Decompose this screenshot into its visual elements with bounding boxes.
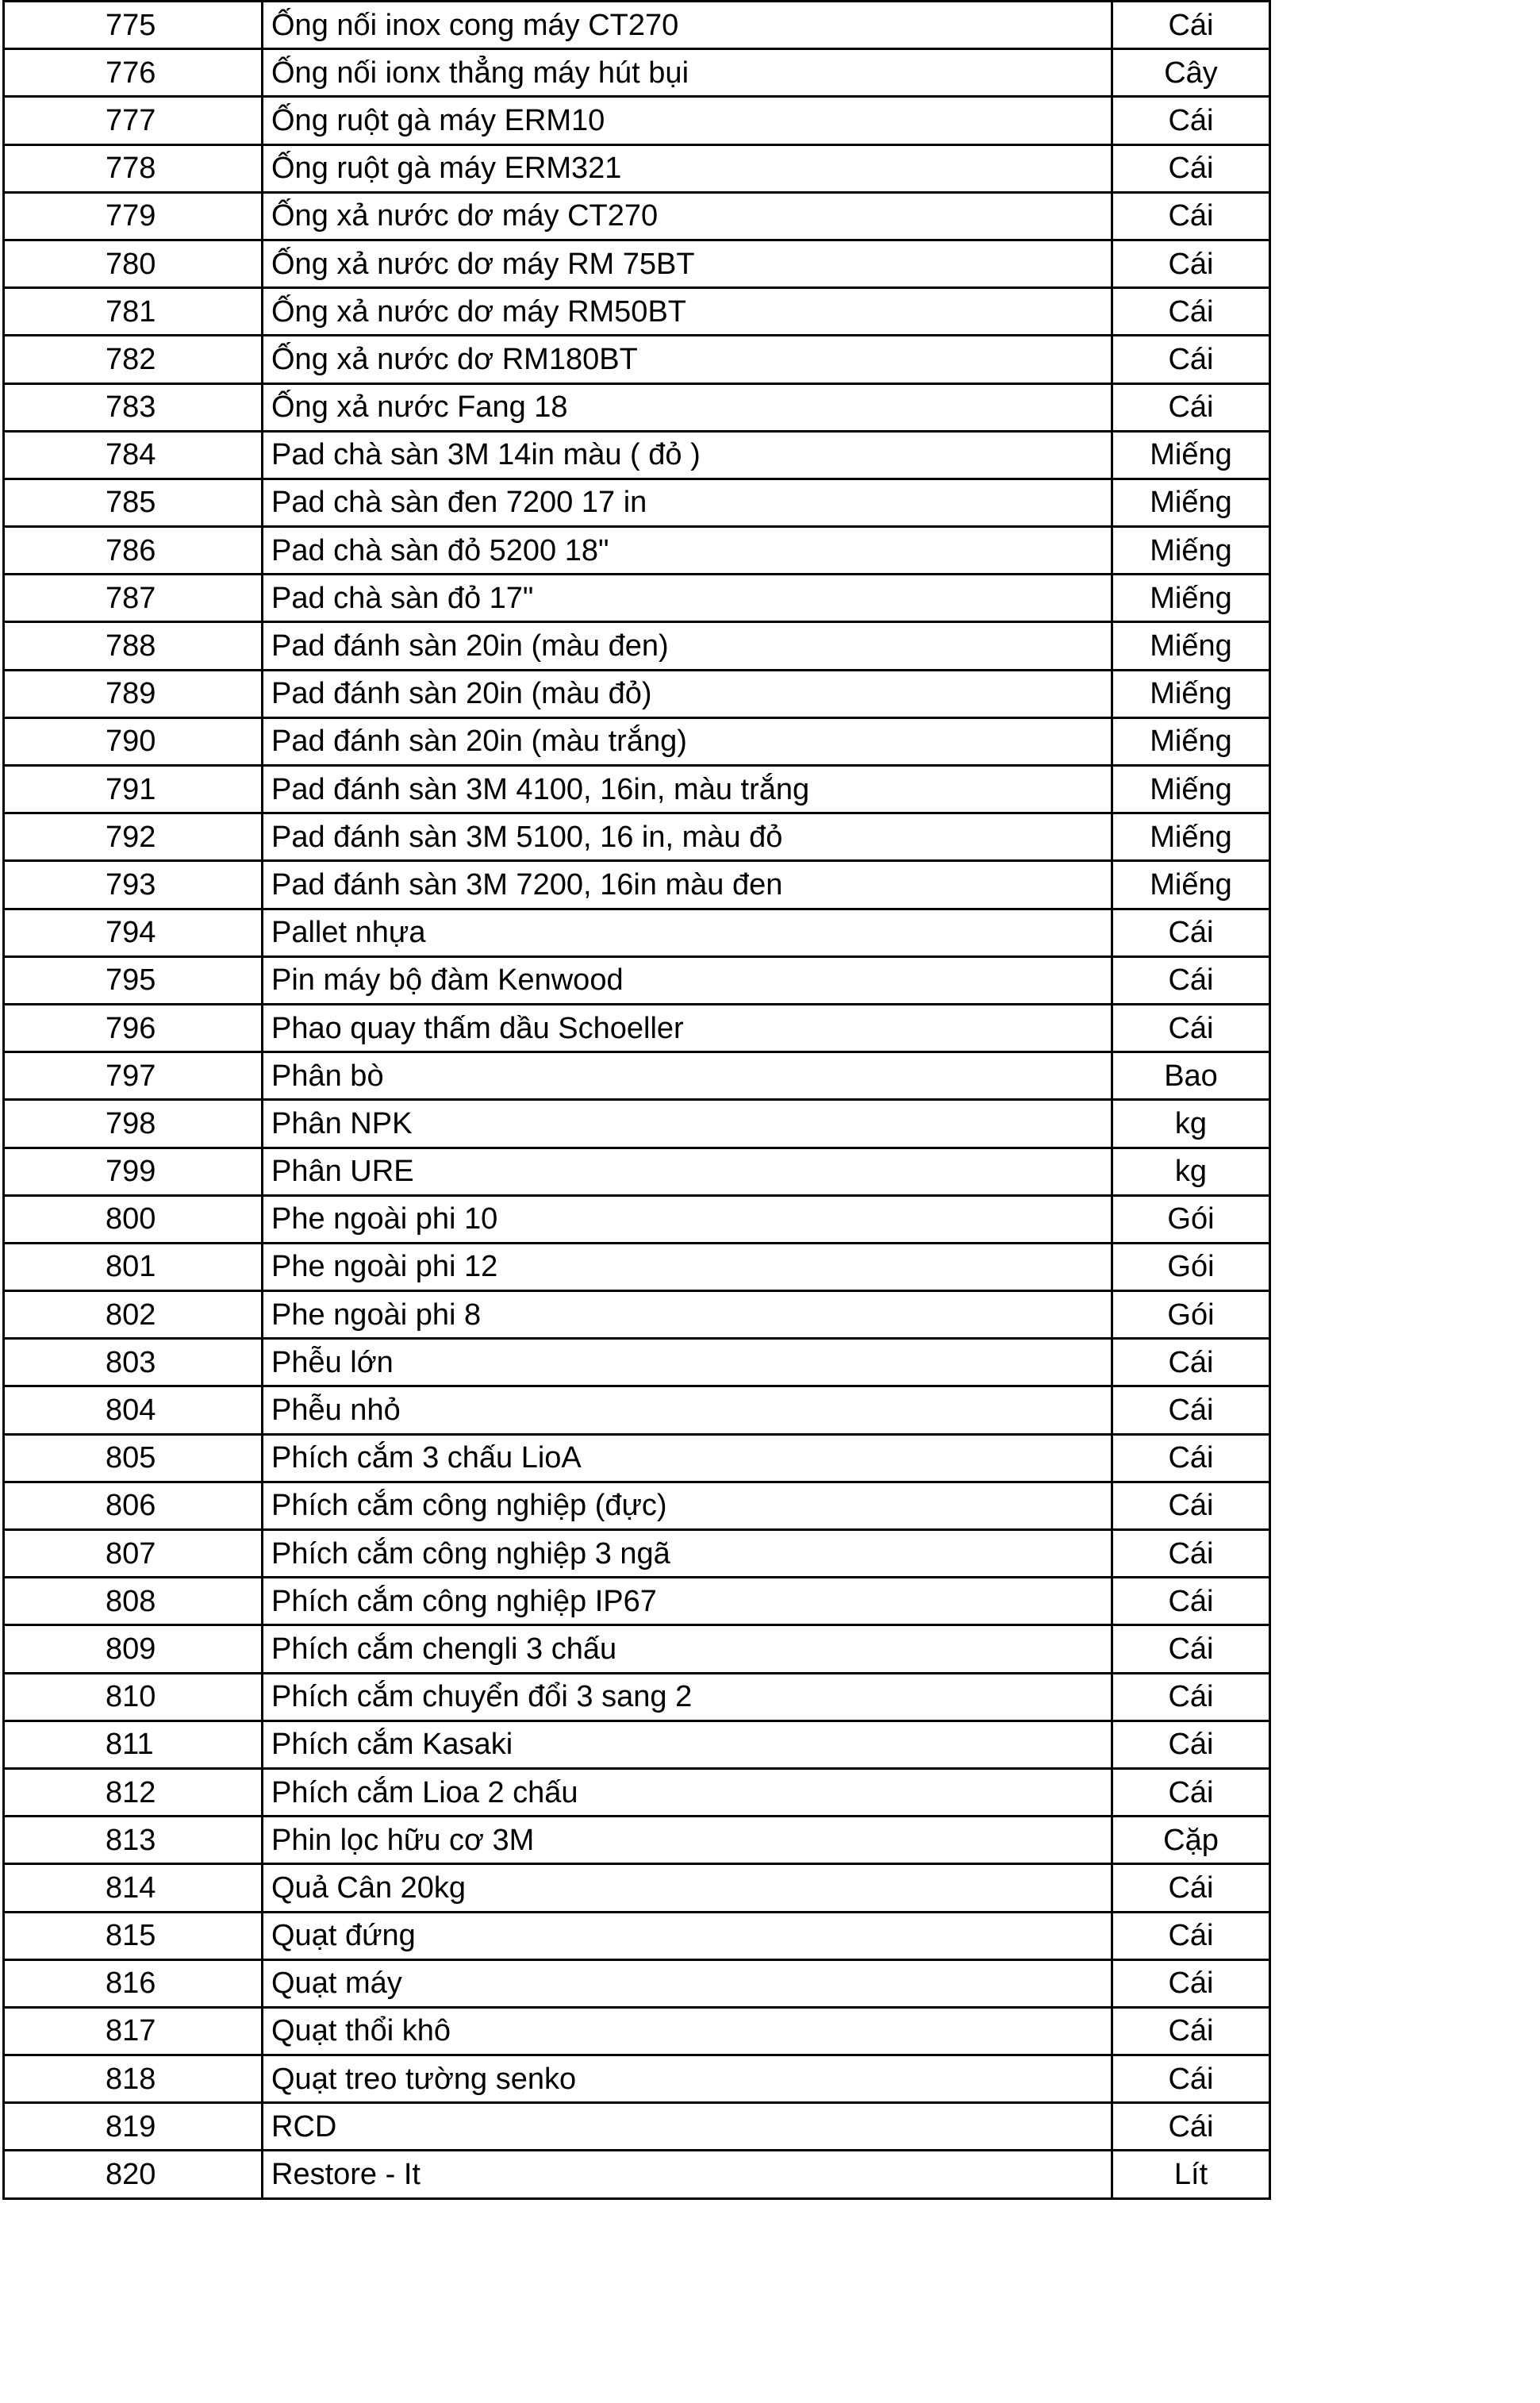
item-unit-cell: Gói — [1112, 1243, 1270, 1290]
item-name-cell: Phân bò — [263, 1052, 1112, 1100]
item-name-cell: Phân NPK — [263, 1100, 1112, 1148]
table-row — [4, 766, 1270, 813]
item-name-cell: Restore - It — [263, 2151, 1112, 2198]
table-row — [4, 1864, 1270, 1912]
item-unit-cell: Cái — [1112, 383, 1270, 431]
item-name-cell: Phe ngoài phi 10 — [263, 1195, 1112, 1243]
item-name-cell: Pad chà sàn đen 7200 17 in — [263, 479, 1112, 526]
item-name-cell: Ống ruột gà máy ERM321 — [263, 144, 1112, 192]
table-row — [4, 717, 1270, 765]
table-row — [4, 1817, 1270, 1864]
table-row — [4, 575, 1270, 622]
table-row — [4, 1195, 1270, 1243]
item-number-cell: 775 — [4, 2, 263, 49]
item-number-cell: 794 — [4, 909, 263, 956]
item-unit-cell: Cái — [1112, 97, 1270, 144]
item-unit-cell: Cái — [1112, 1578, 1270, 1625]
item-name-cell: Phích cắm 3 chấu LioA — [263, 1434, 1112, 1482]
table-row — [4, 336, 1270, 383]
item-name-cell: Pin máy bộ đàm Kenwood — [263, 956, 1112, 1004]
item-number-cell: 812 — [4, 1768, 263, 1816]
item-name-cell: Pad đánh sàn 3M 5100, 16 in, màu đỏ — [263, 813, 1112, 861]
item-unit-cell: Cái — [1112, 1959, 1270, 2007]
item-number-cell: 788 — [4, 622, 263, 670]
table-row — [4, 383, 1270, 431]
item-unit-cell: Cái — [1112, 1530, 1270, 1578]
table-row — [4, 2151, 1270, 2198]
item-name-cell: Ống xả nước dơ máy CT270 — [263, 192, 1112, 240]
item-unit-cell: Miếng — [1112, 527, 1270, 575]
item-unit-cell: Miếng — [1112, 717, 1270, 765]
item-number-cell: 820 — [4, 2151, 263, 2198]
item-name-cell: Phích cắm chuyển đổi 3 sang 2 — [263, 1673, 1112, 1721]
item-unit-cell: Cái — [1112, 2103, 1270, 2151]
table-row — [4, 527, 1270, 575]
item-unit-cell: Miếng — [1112, 622, 1270, 670]
table-row — [4, 1578, 1270, 1625]
item-name-cell: Quạt thổi khô — [263, 2007, 1112, 2055]
item-unit-cell: Cái — [1112, 2055, 1270, 2103]
table-row — [4, 1434, 1270, 1482]
item-number-cell: 793 — [4, 861, 263, 909]
table-row — [4, 2, 1270, 49]
item-name-cell: RCD — [263, 2103, 1112, 2151]
item-unit-cell: Cái — [1112, 956, 1270, 1004]
table-row — [4, 1052, 1270, 1100]
item-number-cell: 782 — [4, 336, 263, 383]
item-name-cell: Pad chà sàn đỏ 17" — [263, 575, 1112, 622]
item-name-cell: Phao quay thấm dầu Schoeller — [263, 1004, 1112, 1052]
table-row — [4, 1386, 1270, 1434]
table-row — [4, 240, 1270, 287]
table-row — [4, 1530, 1270, 1578]
item-number-cell: 779 — [4, 192, 263, 240]
item-name-cell: Ống nối ionx thẳng máy hút bụi — [263, 49, 1112, 97]
item-number-cell: 813 — [4, 1817, 263, 1864]
table-row — [4, 288, 1270, 336]
item-name-cell: Ống xả nước dơ máy RM 75BT — [263, 240, 1112, 287]
item-table-body — [4, 2, 1270, 2199]
item-name-cell: Phân URE — [263, 1148, 1112, 1195]
item-number-cell: 808 — [4, 1578, 263, 1625]
table-row — [4, 1721, 1270, 1768]
item-unit-cell: Cặp — [1112, 1817, 1270, 1864]
item-number-cell: 780 — [4, 240, 263, 287]
item-unit-cell: Cái — [1112, 1386, 1270, 1434]
item-number-cell: 819 — [4, 2103, 263, 2151]
table-row — [4, 813, 1270, 861]
item-name-cell: Ống xả nước dơ RM180BT — [263, 336, 1112, 383]
item-unit-cell: Miếng — [1112, 670, 1270, 717]
item-number-cell: 792 — [4, 813, 263, 861]
item-number-cell: 804 — [4, 1386, 263, 1434]
item-number-cell: 786 — [4, 527, 263, 575]
item-unit-cell: kg — [1112, 1148, 1270, 1195]
table-row — [4, 1148, 1270, 1195]
table-row — [4, 1243, 1270, 1290]
table-row — [4, 2055, 1270, 2103]
table-row — [4, 144, 1270, 192]
item-number-cell: 809 — [4, 1625, 263, 1673]
item-unit-cell: Gói — [1112, 1195, 1270, 1243]
item-unit-cell: Bao — [1112, 1052, 1270, 1100]
item-number-cell: 800 — [4, 1195, 263, 1243]
item-number-cell: 803 — [4, 1339, 263, 1386]
table-row — [4, 97, 1270, 144]
item-unit-cell: Lít — [1112, 2151, 1270, 2198]
item-number-cell: 776 — [4, 49, 263, 97]
item-name-cell: Pad đánh sàn 20in (màu trắng) — [263, 717, 1112, 765]
item-number-cell: 787 — [4, 575, 263, 622]
item-unit-cell: Cái — [1112, 336, 1270, 383]
table-row — [4, 956, 1270, 1004]
item-name-cell: Quạt treo tường senko — [263, 2055, 1112, 2103]
item-number-cell: 781 — [4, 288, 263, 336]
item-unit-cell: Cái — [1112, 1004, 1270, 1052]
item-number-cell: 799 — [4, 1148, 263, 1195]
item-number-cell: 797 — [4, 1052, 263, 1100]
table-row — [4, 431, 1270, 479]
table-row — [4, 1004, 1270, 1052]
item-unit-cell: Cái — [1112, 2, 1270, 49]
table-row — [4, 861, 1270, 909]
item-number-cell: 801 — [4, 1243, 263, 1290]
item-unit-cell: Cái — [1112, 909, 1270, 956]
table-row — [4, 622, 1270, 670]
table-row — [4, 1291, 1270, 1339]
item-number-cell: 807 — [4, 1530, 263, 1578]
table-row — [4, 479, 1270, 526]
table-row — [4, 1100, 1270, 1148]
item-name-cell: Phích cắm Lioa 2 chấu — [263, 1768, 1112, 1816]
item-name-cell: Ống xả nước Fang 18 — [263, 383, 1112, 431]
item-number-cell: 817 — [4, 2007, 263, 2055]
item-unit-cell: Cái — [1112, 1434, 1270, 1482]
item-number-cell: 791 — [4, 766, 263, 813]
item-name-cell: Phin lọc hữu cơ 3M — [263, 1817, 1112, 1864]
table-row — [4, 2007, 1270, 2055]
item-number-cell: 796 — [4, 1004, 263, 1052]
item-name-cell: Phe ngoài phi 8 — [263, 1291, 1112, 1339]
item-unit-cell: Cây — [1112, 49, 1270, 97]
item-unit-cell: Cái — [1112, 1339, 1270, 1386]
item-number-cell: 810 — [4, 1673, 263, 1721]
item-name-cell: Pad đánh sàn 20in (màu đen) — [263, 622, 1112, 670]
item-unit-cell: Cái — [1112, 1625, 1270, 1673]
table-row — [4, 1339, 1270, 1386]
table-row — [4, 909, 1270, 956]
item-name-cell: Phích cắm công nghiệp IP67 — [263, 1578, 1112, 1625]
item-name-cell: Phe ngoài phi 12 — [263, 1243, 1112, 1290]
item-name-cell: Pad đánh sàn 3M 7200, 16in màu đen — [263, 861, 1112, 909]
item-name-cell: Pad đánh sàn 3M 4100, 16in, màu trắng — [263, 766, 1112, 813]
item-number-cell: 811 — [4, 1721, 263, 1768]
item-number-cell: 783 — [4, 383, 263, 431]
item-unit-cell: Cái — [1112, 1721, 1270, 1768]
item-number-cell: 790 — [4, 717, 263, 765]
item-number-cell: 816 — [4, 1959, 263, 2007]
item-unit-cell: Cái — [1112, 1912, 1270, 1959]
item-number-cell: 777 — [4, 97, 263, 144]
item-name-cell: Phích cắm công nghiệp 3 ngã — [263, 1530, 1112, 1578]
item-unit-cell: Cái — [1112, 240, 1270, 287]
item-name-cell: Pad chà sàn 3M 14in màu ( đỏ ) — [263, 431, 1112, 479]
table-row — [4, 1482, 1270, 1529]
item-unit-cell: Cái — [1112, 1482, 1270, 1529]
table-row — [4, 1625, 1270, 1673]
item-unit-cell: Miếng — [1112, 479, 1270, 526]
item-number-cell: 802 — [4, 1291, 263, 1339]
item-number-cell: 778 — [4, 144, 263, 192]
item-table — [2, 0, 1271, 2200]
item-name-cell: Quả Cân 20kg — [263, 1864, 1112, 1912]
item-number-cell: 806 — [4, 1482, 263, 1529]
table-row — [4, 1768, 1270, 1816]
table-row — [4, 2103, 1270, 2151]
item-name-cell: Pallet nhựa — [263, 909, 1112, 956]
item-number-cell: 785 — [4, 479, 263, 526]
item-number-cell: 805 — [4, 1434, 263, 1482]
item-number-cell: 784 — [4, 431, 263, 479]
item-unit-cell: kg — [1112, 1100, 1270, 1148]
table-row — [4, 670, 1270, 717]
item-unit-cell: Miếng — [1112, 431, 1270, 479]
item-unit-cell: Cái — [1112, 144, 1270, 192]
item-number-cell: 795 — [4, 956, 263, 1004]
item-name-cell: Phễu lớn — [263, 1339, 1112, 1386]
table-row — [4, 1912, 1270, 1959]
table-row — [4, 192, 1270, 240]
item-unit-cell: Miếng — [1112, 813, 1270, 861]
item-number-cell: 818 — [4, 2055, 263, 2103]
table-row — [4, 1673, 1270, 1721]
table-row — [4, 49, 1270, 97]
item-unit-cell: Miếng — [1112, 575, 1270, 622]
item-unit-cell: Cái — [1112, 1864, 1270, 1912]
item-unit-cell: Cái — [1112, 1673, 1270, 1721]
item-name-cell: Ống ruột gà máy ERM10 — [263, 97, 1112, 144]
table-row — [4, 1959, 1270, 2007]
item-number-cell: 789 — [4, 670, 263, 717]
item-number-cell: 814 — [4, 1864, 263, 1912]
item-name-cell: Phích cắm Kasaki — [263, 1721, 1112, 1768]
item-unit-cell: Cái — [1112, 1768, 1270, 1816]
item-name-cell: Phễu nhỏ — [263, 1386, 1112, 1434]
item-name-cell: Ống nối inox cong máy CT270 — [263, 2, 1112, 49]
item-unit-cell: Miếng — [1112, 766, 1270, 813]
item-name-cell: Phích cắm chengli 3 chấu — [263, 1625, 1112, 1673]
item-unit-cell: Miếng — [1112, 861, 1270, 909]
item-unit-cell: Cái — [1112, 2007, 1270, 2055]
item-name-cell: Phích cắm công nghiệp (đực) — [263, 1482, 1112, 1529]
item-name-cell: Pad đánh sàn 20in (màu đỏ) — [263, 670, 1112, 717]
item-name-cell: Pad chà sàn đỏ 5200 18" — [263, 527, 1112, 575]
item-name-cell: Quạt đứng — [263, 1912, 1112, 1959]
item-unit-cell: Gói — [1112, 1291, 1270, 1339]
item-name-cell: Quạt máy — [263, 1959, 1112, 2007]
item-number-cell: 798 — [4, 1100, 263, 1148]
item-unit-cell: Cái — [1112, 192, 1270, 240]
item-unit-cell: Cái — [1112, 288, 1270, 336]
item-name-cell: Ống xả nước dơ máy RM50BT — [263, 288, 1112, 336]
item-number-cell: 815 — [4, 1912, 263, 1959]
